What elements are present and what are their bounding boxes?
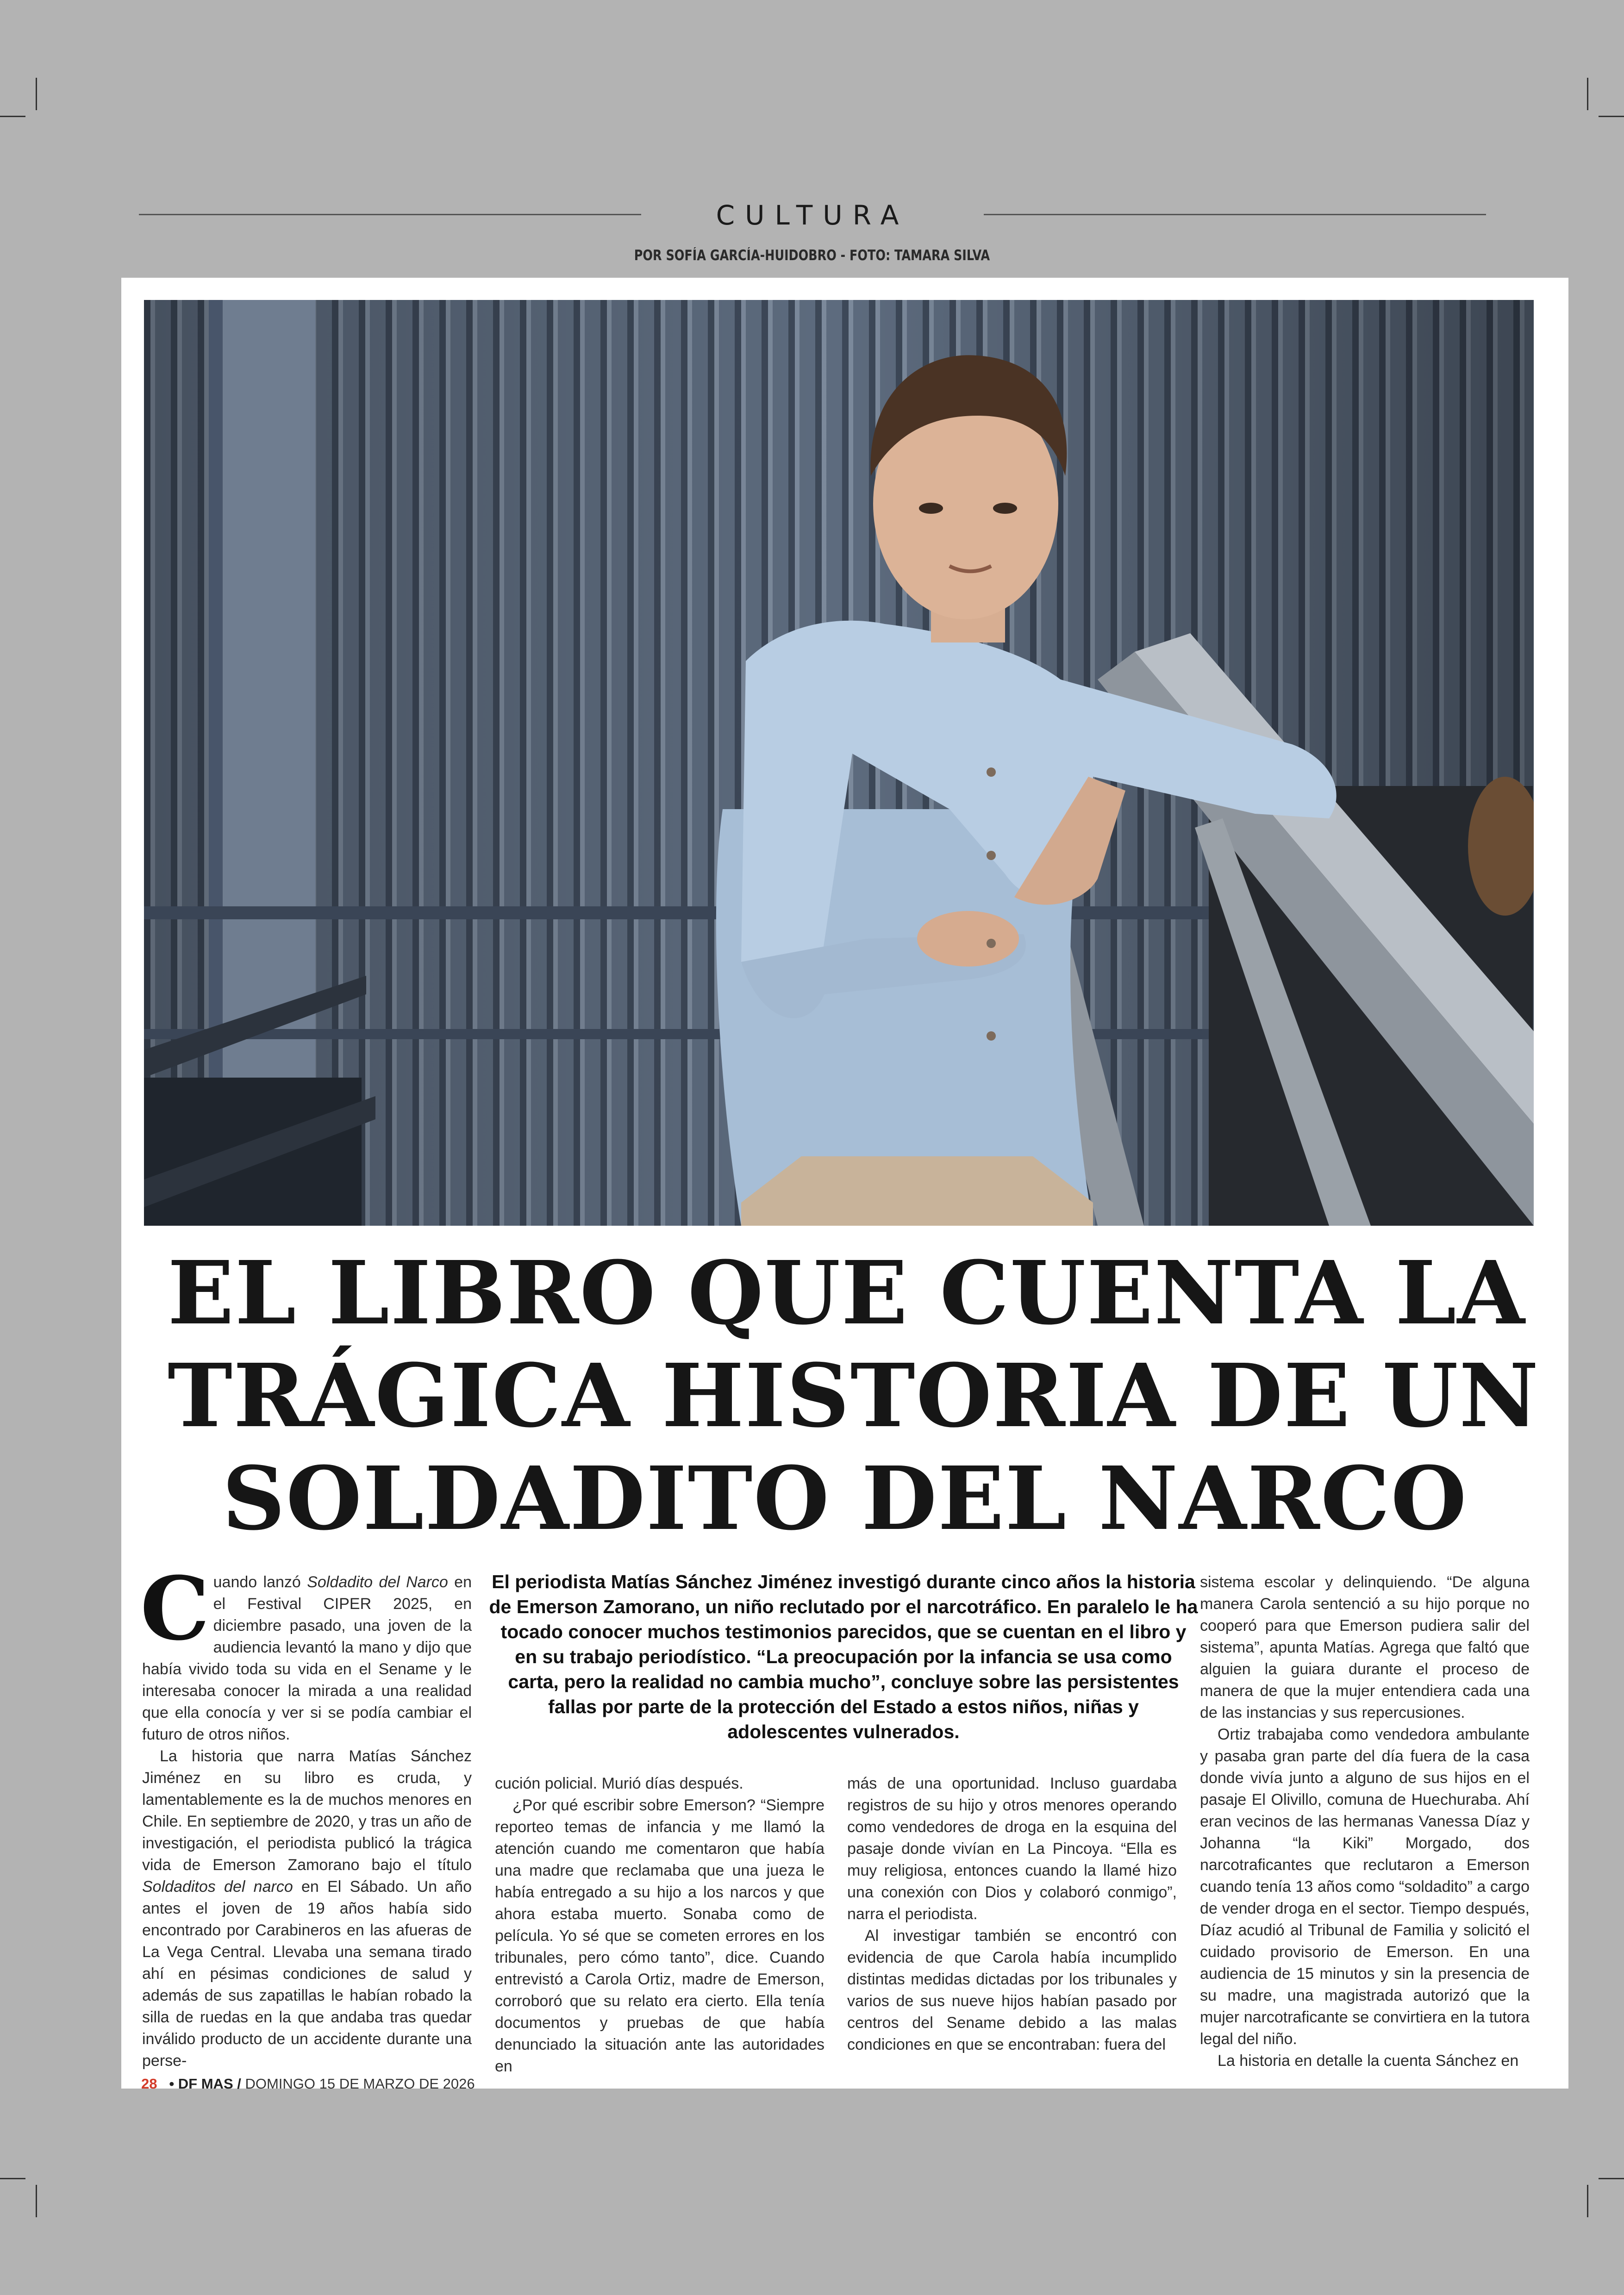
headline-line-2: TRÁGICA HISTORIA DE UN [168,1345,1540,1447]
page-number: 28 [141,2076,157,2092]
section-header [139,194,1486,245]
crop-mark [0,116,25,117]
article-lede: El periodista Matías Sánchez Jiménez investigó durante cinco años la historia de Emerson Zamorano, un niño reclutado por el narcotráfico. En paralelo le ha tocado conocer muchos testimonios parecidos, que se cuentan en el libro y en su trabajo periodístico. “La preocupación por la infancia se usa como carta, pero la realidad no cambia mucho”, concluye sobre las persistentes fallas por parte de la protección del Estado a estos niños, niñas y adolescentes vulnerados. [489,1571,1198,1742]
paragraph: Ortiz trabajaba como vendedora ambulante y pasaba gran parte del día fuera de la casa donde vivía junto a alguno de sus hijos en el pasaje El Olivillo, comuna de Huechuraba. Ahí eran vecinos de las hermanas Vanessa Díaz y Johanna “la Kiki” Morgado, dos narcotraficantes que reclutaron a Emerson cuando tenía 13 años como “soldadito” a cargo de vender droga en el sector. Tiempo después, Díaz acudió al Tribunal de Familia y solicitó el cuidado provisorio de Emerson. En una audiencia de 15 minutos y sin la presencia de su madre, una magistrada autorizó que la mujer narcotraficante se convirtiera en la tutora legal del niño. [1200,1726,1530,2048]
paragraph: más de una oportunidad. Incluso guardaba registros de su hijo y otros menores operando como vendedores de droga en la esquina del pasaje donde vivían en La Pincoya. “Ella es muy religiosa, entonces cuando la llamé hizo una conexión con Dios y colaboró conmigo”, narra el periodista. [847,1775,1177,1923]
text-run: La historia que narra Matías Sánchez Jiménez en su libro es cruda, y lamentablemente es la de muchos menores en Chile. En septiembre de 2020, y tras un año de investigación, el periodista publicó la trágica vida de Emerson Zamorano bajo el título [142,1747,472,1874]
drop-cap: C [140,1558,210,1660]
portrait-illustration [144,300,1534,1226]
article-title-reference: Soldaditos del narco [142,1878,293,1896]
text-run: uando lanzó [213,1573,307,1591]
paragraph: sistema escolar y delinquiendo. “De alguna manera Carola sentenció a su hijo porque no cooperó para que Emerson pudiera salir del sistema”, apunta Matías. Agrega que faltó que alguien la guiara durante el proceso de manera de que la mujer entendiera cada una de las instancias y sus repercusiones. [1200,1573,1530,1721]
crop-mark [1599,2178,1624,2179]
paragraph [142,1746,472,2072]
crop-mark [1599,116,1624,117]
crop-mark [36,2185,37,2217]
section-title: CULTURA [716,200,909,231]
paragraph: La historia en detalle la cuenta Sánchez en [1218,2052,1519,2070]
crop-mark [0,2178,25,2179]
paragraph [140,1558,472,1746]
paragraph: ¿Por qué escribir sobre Emerson? “Siempre reporteo temas de infancia y me llamó la atención cuando me comentaron que había una madre que reclamaba que una jueza le había entregado a su hijo a los narcos y que ahora estaba muerto. Sonaba como de película. Yo sé que se cometen errores en los tribunales, pero cómo tanto”, dice. Cuando entrevistó a Carola Ortiz, madre de Emerson, corroboró que su relato era cierto. Ella tenía documentos y pruebas de que había denunciado la situación ante las autoridades en [495,1796,824,2075]
text-run: en el Festival CIPER 2025, en diciembre pasado, una joven de la audiencia levantó la mano y dijo que había vivido toda su vida en el Sename y le interesaba conocer la mirada a una realidad que ella conocía y ver si se podía cambiar el futuro de otros niños. [142,1573,472,1743]
article-photo [144,300,1534,1226]
text-run: en El Sábado. Un año antes el joven de 19 años había sido encontrado por Carabineros en las afueras de La Vega Central. Llevaba una semana tirado ahí en pésimas condiciones de salud y además de sus zapatillas le habían robado la silla de ruedas en la que andaba tras quedar inválido producto de un accidente durante una perse- [142,1878,472,2070]
headline-line-1: EL LIBRO QUE CUENTA LA [168,1242,1526,1344]
headline [168,1242,1540,1550]
issue-date: DOMINGO 15 DE MARZO DE 2026 [245,2076,475,2092]
article-page [121,278,1568,2089]
body-column-1 [140,1558,472,2072]
crop-mark [36,78,37,110]
page-footer [141,2076,475,2092]
paragraph: cución policial. Murió días después. [495,1775,743,1792]
section-rule-right [984,214,1486,215]
headline-line-3: SOLDADITO DEL NARCO [222,1447,1468,1550]
crop-mark [1587,78,1588,110]
publication-name: • DF MAS / [169,2076,241,2092]
body-column-3 [847,1773,1177,2056]
byline: POR SOFÍA GARCÍA-HUIDOBRO - FOTO: TAMARA SILVA [634,247,990,264]
crop-mark [1587,2185,1588,2217]
body-column-2 [495,1773,824,2077]
body-column-4 [1200,1572,1530,2072]
paragraph: Al investigar también se encontró con evidencia de que Carola había incumplido distintas medidas dictadas por los tribunales y varios de sus nueve hijos habían pasado por centros del Sename debido a las malas condiciones en que se encontraban: fuera del [847,1927,1177,2053]
book-title: Soldadito del Narco [307,1573,448,1591]
